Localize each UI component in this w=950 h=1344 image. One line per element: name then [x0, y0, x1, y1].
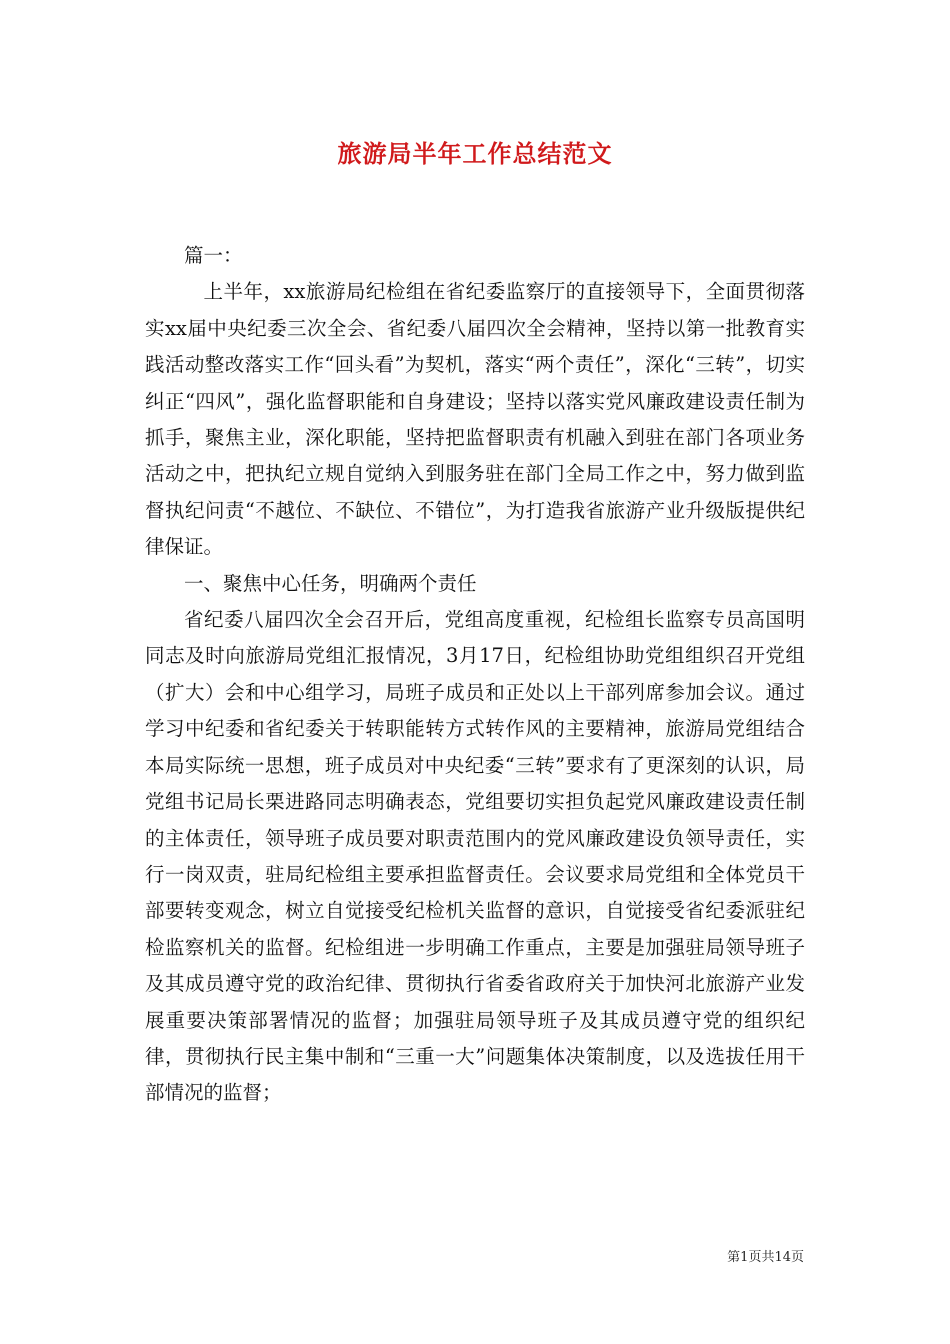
document-body [145, 238, 805, 1112]
document-title: 旅游局半年工作总结范文 [337, 139, 613, 168]
paragraph-body: 省纪委八届四次全会召开后，党组高度重视，纪检组长监察专员高国明同志及时向旅游局党组汇报情况，3月17日，纪检组协助党组组织召开党组（扩大）会和中心组学习，局班子成员和正处以上干部列席参加会议。通过学习中纪委和省纪委关于转职能转方式转作风的主要精神，旅游局党组结合本局实际统一思想，班子成员对中央纪委“三转”要求有了更深刻的认识，局党组书记局长栗进路同志明确表态，党组要切实担负起党风廉政建设责任制的主体责任，领导班子成员要对职责范围内的党风廉政建设负领导责任，实行一岗双责，驻局纪检组主要承担监督责任。会议要求局党组和全体党员干部要转变观念，树立自觉接受纪检机关监督的意识，自觉接受省纪委派驻纪检监察机关的监督。纪检组进一步明确工作重点，主要是加强驻局领导班子及其成员遵守党的政治纪律、贯彻执行省委省政府关于加快河北旅游产业发展重要决策部署情况的监督；加强驻局领导班子及其成员遵守党的组织纪律，贯彻执行民主集中制和“三重一大”问题集体决策制度，以及选拔任用干部情况的监督； [145, 608, 805, 1105]
section-label: 篇一： [184, 244, 243, 267]
page-number: 第1页共14页 [727, 1250, 804, 1265]
paragraph-intro: 上半年，xx旅游局纪检组在省纪委监察厅的直接领导下，全面贯彻落实xx届中央纪委三次全会、省纪委八届四次全会精神，坚持以第一批教育实践活动整改落实工作“回头看”为契机，落实“两个责任”，深化“三转”，切实纠正“四风”，强化监督职能和自身建设；坚持以落实党风廉政建设责任制为抓手，聚焦主业，深化职能，坚持把监督职责有机融入到驻在部门各项业务活动之中，把执纪立规自觉纳入到服务驻在部门全局工作之中，努力做到监督执纪问责“不越位、不缺位、不错位”，为打造我省旅游产业升级版提供纪律保证。 [145, 280, 805, 559]
section-heading-1: 一、聚焦中心任务，明确两个责任 [184, 571, 477, 595]
